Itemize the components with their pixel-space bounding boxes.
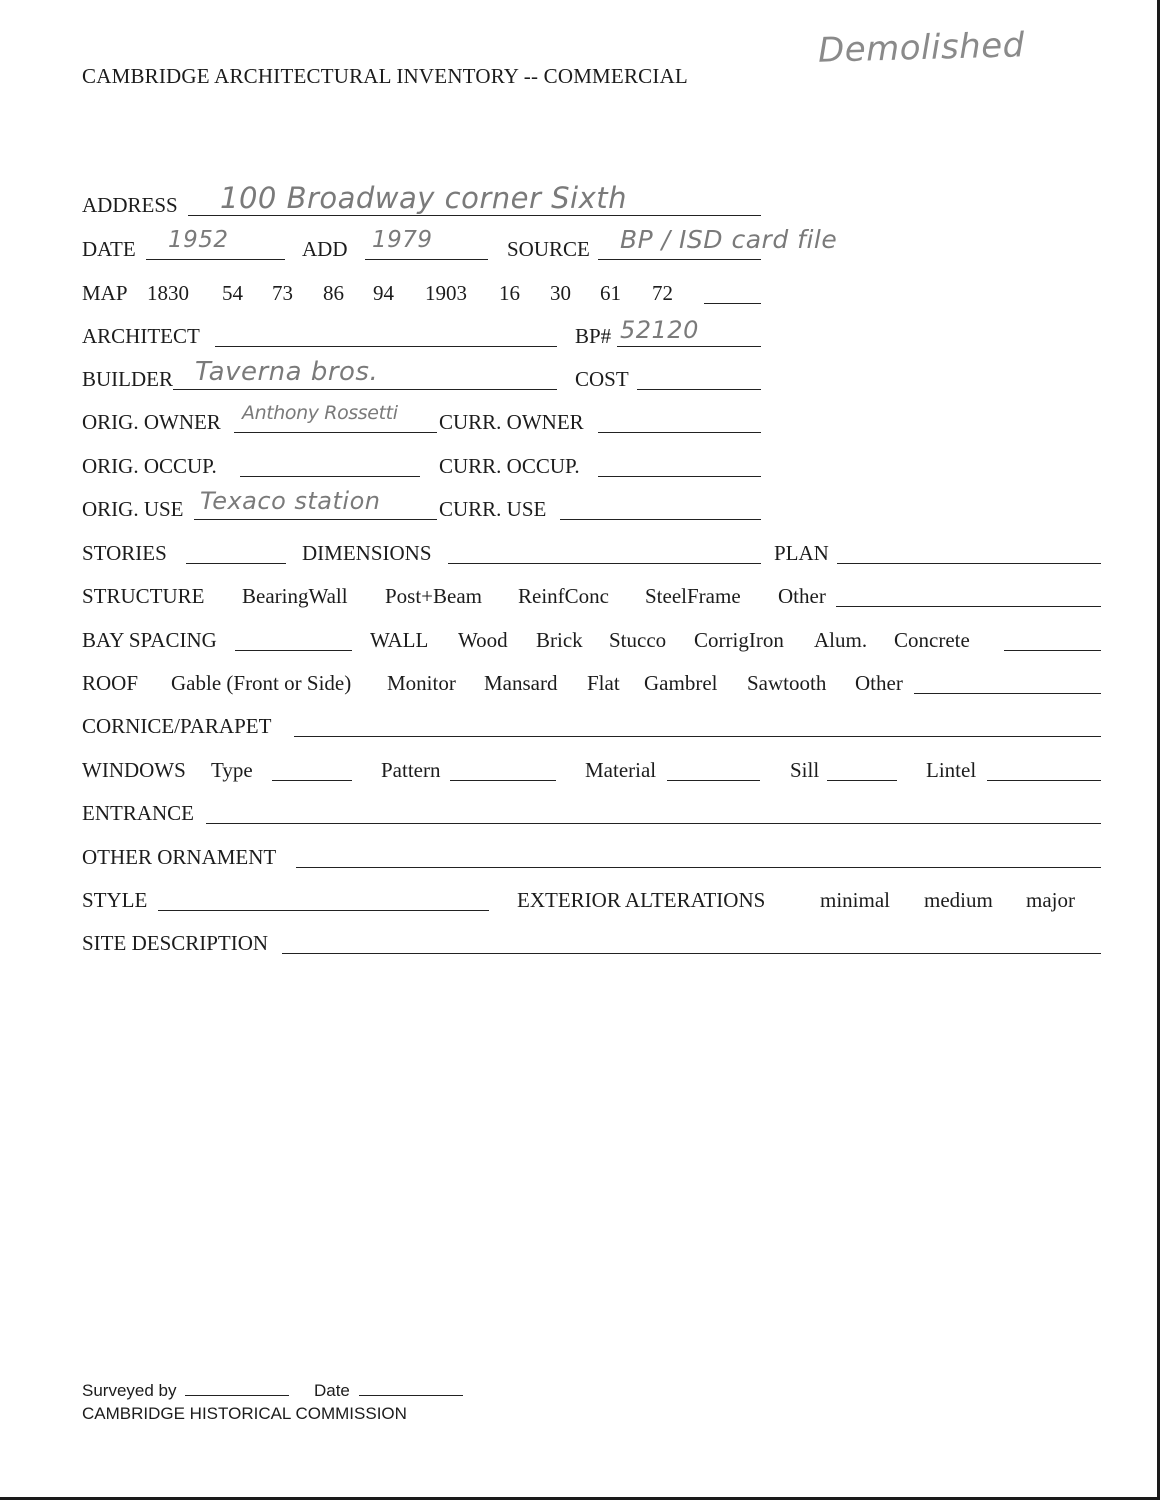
- exterior-alterations-label: EXTERIOR ALTERATIONS: [517, 888, 766, 912]
- cornice-label: CORNICE/PARAPET: [82, 714, 272, 738]
- dimensions-line[interactable]: [448, 541, 761, 564]
- orig-owner-value: Anthony Rossetti: [242, 402, 398, 424]
- alteration-option[interactable]: minimal: [820, 888, 890, 912]
- map-year[interactable]: 94: [373, 281, 394, 305]
- windows-material-line[interactable]: [667, 758, 760, 781]
- entrance-label: ENTRANCE: [82, 801, 194, 825]
- source-value: BP / ISD card file: [620, 225, 838, 254]
- bp-label: BP#: [575, 324, 612, 348]
- other-ornament-label: OTHER ORNAMENT: [82, 845, 277, 869]
- map-year[interactable]: 73: [272, 281, 293, 305]
- wall-option[interactable]: Stucco: [609, 628, 667, 652]
- windows-sill-line[interactable]: [827, 758, 897, 781]
- builder-label: BUILDER: [82, 367, 173, 391]
- map-label: MAP: [82, 281, 128, 305]
- structure-option[interactable]: BearingWall: [242, 584, 348, 608]
- wall-option[interactable]: CorrigIron: [694, 628, 784, 652]
- roof-option[interactable]: Gable (Front or Side): [171, 671, 352, 695]
- roof-option[interactable]: Sawtooth: [747, 671, 827, 695]
- plan-line[interactable]: [837, 541, 1101, 564]
- commission-name: CAMBRIDGE HISTORICAL COMMISSION: [82, 1404, 407, 1423]
- surveyed-row: [82, 1379, 463, 1401]
- wall-other-line[interactable]: [1004, 628, 1101, 651]
- curr-occup-line[interactable]: [598, 454, 761, 477]
- architect-line[interactable]: [215, 324, 557, 347]
- stories-line[interactable]: [186, 541, 286, 564]
- curr-owner-line[interactable]: [598, 410, 761, 433]
- style-line[interactable]: [158, 888, 489, 911]
- style-label: STYLE: [82, 888, 148, 912]
- map-year[interactable]: 72: [652, 281, 673, 305]
- map-other-line[interactable]: [704, 281, 761, 304]
- map-year[interactable]: 1903: [425, 281, 467, 305]
- map-year[interactable]: 30: [550, 281, 571, 305]
- architect-label: ARCHITECT: [82, 324, 200, 348]
- site-description-label: SITE DESCRIPTION: [82, 931, 269, 955]
- orig-owner-label: ORIG. OWNER: [82, 410, 221, 434]
- orig-use-label: ORIG. USE: [82, 497, 184, 521]
- wall-option[interactable]: Alum.: [814, 628, 868, 652]
- site-description-line[interactable]: [282, 931, 1101, 954]
- windows-pattern-label: Pattern: [381, 758, 441, 782]
- map-year[interactable]: 1830: [147, 281, 189, 305]
- form-title: CAMBRIDGE ARCHITECTURAL INVENTORY -- COMMERCIAL: [82, 64, 688, 88]
- structure-option[interactable]: ReinfConc: [518, 584, 609, 608]
- add-label: ADD: [302, 237, 348, 261]
- structure-option[interactable]: SteelFrame: [645, 584, 741, 608]
- roof-option[interactable]: Other: [855, 671, 903, 695]
- roof-option[interactable]: Monitor: [387, 671, 456, 695]
- roof-option[interactable]: Flat: [587, 671, 620, 695]
- curr-owner-label: CURR. OWNER: [439, 410, 584, 434]
- map-year[interactable]: 86: [323, 281, 344, 305]
- structure-option[interactable]: Other: [778, 584, 826, 608]
- structure-other-line[interactable]: [836, 584, 1101, 607]
- survey-date-label: Date: [313, 1381, 350, 1400]
- date-value: 1952: [168, 227, 229, 253]
- wall-option[interactable]: Brick: [536, 628, 583, 652]
- source-label: SOURCE: [507, 237, 590, 261]
- demolished-note: Demolished: [817, 25, 1026, 71]
- roof-other-line[interactable]: [914, 671, 1101, 694]
- curr-use-label: CURR. USE: [439, 497, 547, 521]
- windows-sill-label: Sill: [790, 758, 820, 782]
- map-year[interactable]: 61: [600, 281, 621, 305]
- cost-line[interactable]: [637, 367, 761, 390]
- structure-option[interactable]: Post+Beam: [385, 584, 483, 608]
- cost-label: COST: [575, 367, 629, 391]
- windows-pattern-line[interactable]: [450, 758, 556, 781]
- map-year[interactable]: 16: [499, 281, 520, 305]
- roof-option[interactable]: Gambrel: [644, 671, 718, 695]
- roof-option[interactable]: Mansard: [484, 671, 558, 695]
- add-value: 1979: [372, 227, 433, 253]
- orig-use-value: Texaco station: [200, 487, 381, 515]
- survey-date-line[interactable]: [359, 1379, 463, 1396]
- builder-value: Taverna bros.: [195, 357, 379, 387]
- wall-label: WALL: [370, 628, 429, 652]
- surveyed-by-line[interactable]: [185, 1379, 289, 1396]
- windows-material-label: Material: [585, 758, 657, 782]
- map-year[interactable]: 54: [222, 281, 243, 305]
- cornice-line[interactable]: [294, 714, 1101, 737]
- stories-label: STORIES: [82, 541, 167, 565]
- windows-type-line[interactable]: [272, 758, 352, 781]
- orig-occup-label: ORIG. OCCUP.: [82, 454, 217, 478]
- wall-option[interactable]: Concrete: [894, 628, 970, 652]
- address-label: ADDRESS: [82, 193, 178, 217]
- curr-use-line[interactable]: [560, 497, 761, 520]
- windows-type-label: Type: [211, 758, 253, 782]
- bay-spacing-label: BAY SPACING: [82, 628, 217, 652]
- address-value: 100 Broadway corner Sixth: [220, 181, 628, 215]
- surveyed-by-label: Surveyed by: [82, 1381, 177, 1400]
- roof-label: ROOF: [82, 671, 139, 695]
- date-label: DATE: [82, 237, 136, 261]
- wall-option[interactable]: Wood: [458, 628, 508, 652]
- windows-lintel-label: Lintel: [926, 758, 977, 782]
- bp-value: 52120: [620, 316, 699, 344]
- curr-occup-label: CURR. OCCUP.: [439, 454, 580, 478]
- plan-label: PLAN: [774, 541, 829, 565]
- bay-spacing-line[interactable]: [235, 628, 352, 651]
- windows-label: WINDOWS: [82, 758, 186, 782]
- dimensions-label: DIMENSIONS: [302, 541, 432, 565]
- alteration-option[interactable]: medium: [924, 888, 993, 912]
- orig-occup-line[interactable]: [240, 454, 420, 477]
- windows-lintel-line[interactable]: [987, 758, 1101, 781]
- other-ornament-line[interactable]: [296, 845, 1101, 868]
- alteration-option[interactable]: major: [1026, 888, 1075, 912]
- structure-label: STRUCTURE: [82, 584, 205, 608]
- entrance-line[interactable]: [206, 801, 1101, 824]
